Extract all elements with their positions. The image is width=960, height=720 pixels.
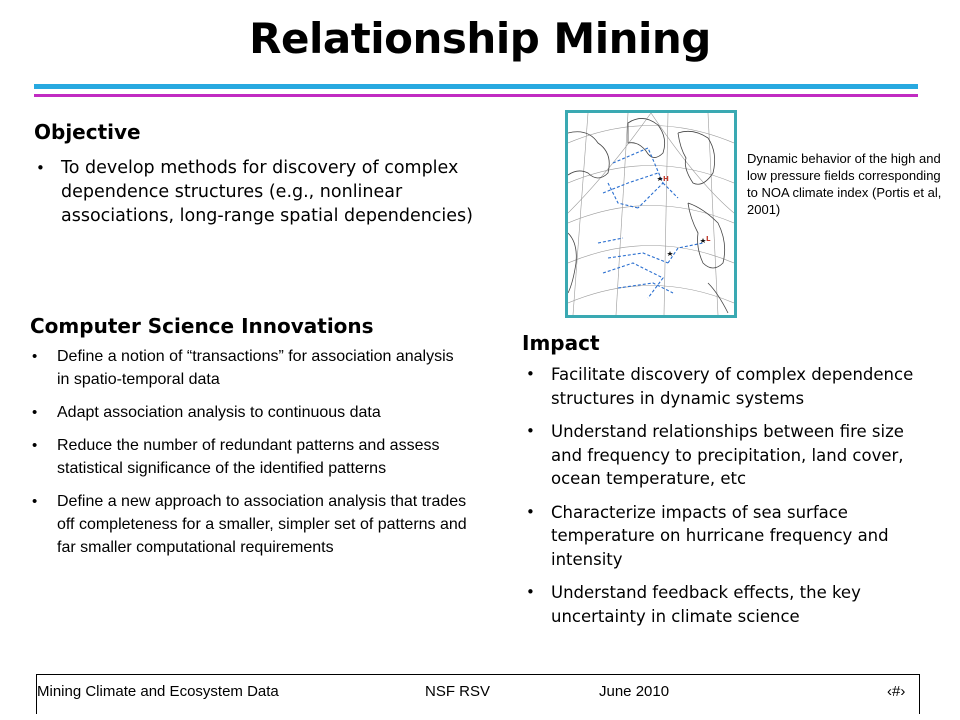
impact-heading: Impact bbox=[522, 331, 600, 355]
map-image bbox=[568, 113, 734, 315]
list-item: • Understand relationships between fire size and frequency to precipitation, land cover, ocean temperature, etc bbox=[526, 422, 904, 488]
bullet-icon: • bbox=[32, 348, 38, 365]
bullet-icon: • bbox=[32, 437, 38, 454]
star-icon bbox=[667, 251, 673, 256]
list-item: • Reduce the number of redundant patterns and assess statistical significance of the identified patterns bbox=[30, 434, 470, 480]
bullet-icon: • bbox=[526, 365, 535, 383]
bullet-icon: • bbox=[526, 502, 535, 521]
footer-title: Mining Climate and Ecosystem Data bbox=[37, 683, 279, 700]
bullet-icon: • bbox=[32, 404, 38, 421]
bullet-icon: • bbox=[32, 493, 38, 510]
figure-caption: Dynamic behavior of the high and low pressure fields corresponding to NOA climate index (Portis et al, 2001) bbox=[747, 151, 942, 217]
list-item: • To develop methods for discovery of complex dependence structures (e.g., nonlinear associations, long-range spatial dependencies) bbox=[36, 158, 473, 226]
bullet-icon: • bbox=[526, 583, 535, 601]
list-item: • Define a notion of “transactions” for association analysis in spatio-temporal data bbox=[30, 345, 470, 391]
footer-date: June 2010 bbox=[599, 683, 670, 700]
cs-innovations-list bbox=[30, 345, 470, 569]
list-item: • Understand feedback effects, the key uncertainty in climate science bbox=[526, 583, 861, 626]
bullet-icon: • bbox=[36, 159, 45, 177]
impact-list bbox=[524, 363, 924, 638]
list-item: • Facilitate discovery of complex dependence structures in dynamic systems bbox=[526, 365, 914, 408]
title-divider-pink bbox=[34, 94, 918, 97]
list-item: • Define a new approach to association analysis that trades off completeness for a smaller, simpler set of patterns and far smaller computational requirements bbox=[30, 490, 470, 559]
objective-heading: Objective bbox=[34, 120, 141, 144]
footer-page-number: ‹#› bbox=[887, 683, 906, 700]
footer-program: NSF RSV bbox=[425, 683, 491, 700]
objective-list bbox=[34, 156, 514, 228]
slide-footer bbox=[36, 674, 920, 714]
high-pressure-label: H bbox=[663, 175, 669, 183]
bullet-icon: • bbox=[526, 422, 535, 440]
title-divider-blue bbox=[34, 84, 918, 89]
low-pressure-label: L bbox=[706, 235, 711, 243]
slide-title: Relationship Mining bbox=[249, 14, 711, 63]
list-item: • Adapt association analysis to continuous data bbox=[30, 401, 470, 424]
pressure-field-map bbox=[565, 110, 737, 318]
list-item: • Characterize impacts of sea surface temperature on hurricane frequency and intensity bbox=[526, 502, 889, 569]
cs-innovations-heading: Computer Science Innovations bbox=[30, 314, 374, 338]
